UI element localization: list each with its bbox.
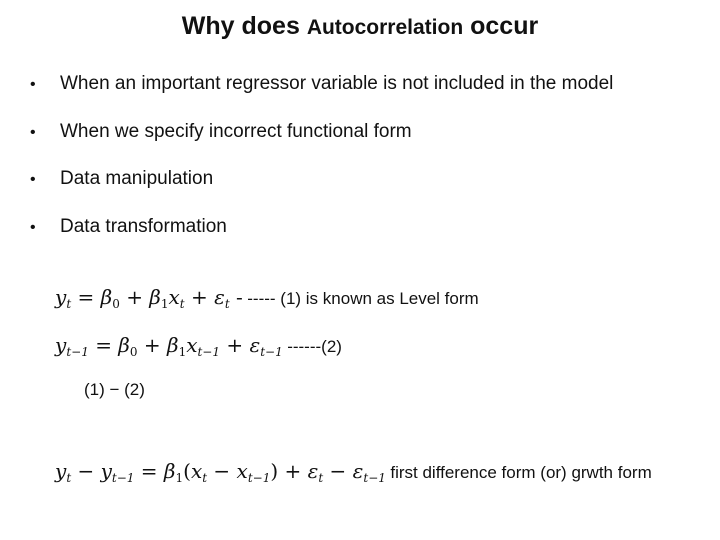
bullet-list <box>30 70 613 260</box>
bullet-dot-icon: • <box>30 123 36 141</box>
bullet-text: When an important regressor variable is not included in the model <box>60 73 614 94</box>
bullet-text: Data manipulation <box>60 168 214 189</box>
equation-level-form <box>55 285 479 311</box>
bullet-item <box>30 165 613 193</box>
title-part-2: Autocorrelation <box>306 16 464 39</box>
title-part-3: occur <box>470 12 539 40</box>
equation-3-note: first difference form (or) grwth form <box>390 463 652 482</box>
title-part-1: Why does <box>181 12 300 40</box>
difference-label: (1) − (2) <box>84 380 145 399</box>
bullet-dot-icon: • <box>30 171 36 188</box>
equation-2-note: ------(2) <box>287 337 342 356</box>
bullet-dot-icon: • <box>30 76 36 93</box>
bullet-text: Data transformation <box>60 215 227 237</box>
slide-title <box>0 12 720 41</box>
equation-lagged <box>55 333 342 359</box>
equation-first-difference <box>55 459 652 485</box>
equation-1-note: ----- (1) is known as Level form <box>247 289 479 308</box>
equation-3-formula: $y_t - y_{t-1} = \beta_1(x_t - x_{t-1}) + \varepsilon_t - \varepsilon_{t-1}$ <box>55 459 386 485</box>
bullet-item <box>30 213 613 241</box>
equation-2-formula: $y_{t-1} = \beta_0 + \beta_1x_{t-1} + \varepsilon_{t-1}$ <box>55 333 283 359</box>
equation-1-formula: $y_t = \beta_0 + \beta_1x_t + \varepsilon_t$ - <box>55 285 243 311</box>
bullet-text: When we specify incorrect functional form <box>60 120 412 142</box>
bullet-item <box>30 118 613 146</box>
bullet-item <box>30 70 613 98</box>
bullet-dot-icon: • <box>30 218 36 236</box>
